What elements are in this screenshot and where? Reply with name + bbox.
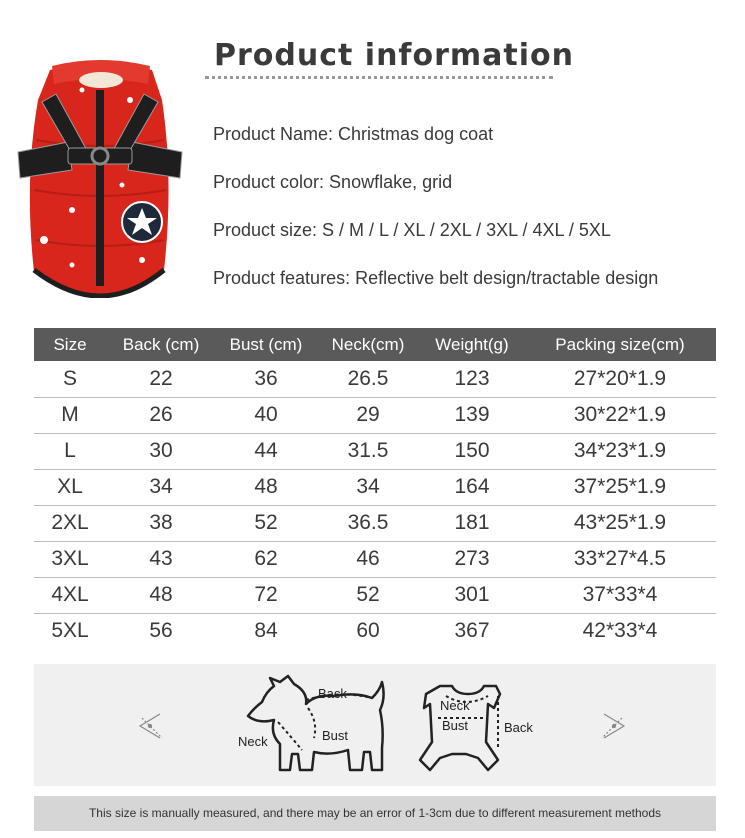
cell-bust: 52 — [216, 505, 316, 541]
dog-back-label: Back — [318, 686, 347, 701]
coat-back-label: Back — [504, 720, 533, 735]
cell-bust: 36 — [216, 361, 316, 397]
dog-bust-label: Bust — [322, 728, 349, 743]
cell-neck: 34 — [316, 469, 420, 505]
cell-size: S — [34, 361, 106, 397]
coat-neck-label: Neck — [440, 698, 470, 713]
table-row — [34, 577, 716, 613]
cell-bust: 84 — [254, 619, 278, 643]
cell-neck: 36.5 — [316, 505, 420, 541]
table-header-row — [34, 328, 716, 361]
measurement-diagram-svg — [34, 664, 716, 786]
cell-back: 30 — [106, 433, 216, 469]
arrow-right-icon — [602, 714, 624, 738]
cell-weight: 181 — [420, 505, 524, 541]
header-packing: Packing size(cm) — [524, 328, 716, 361]
cell-neck: 60 — [356, 619, 380, 643]
cell-weight: 367 — [454, 619, 490, 643]
cell-weight: 301 — [420, 577, 524, 613]
measurement-disclaimer: This size is manually measured, and there may be an error of 1-3cm due to different measurement methods — [34, 796, 716, 831]
cell-size: M — [34, 397, 106, 433]
cell-bust: 72 — [216, 577, 316, 613]
dog-neck-label: Neck — [238, 734, 268, 749]
product-name: Product Name: Christmas dog coat — [213, 124, 494, 144]
dog-neck-measure — [278, 722, 302, 750]
title-divider — [205, 76, 553, 79]
product-size: Product size: S / M / L / XL / 2XL / 3XL / 4XL / 5XL — [213, 220, 611, 240]
cell-weight: 150 — [420, 433, 524, 469]
table-row — [34, 469, 716, 505]
cell-neck: 26.5 — [316, 361, 420, 397]
cell-neck: 46 — [316, 541, 420, 577]
cell-back: 22 — [106, 361, 216, 397]
zipper — [96, 90, 104, 286]
header-weight: Weight(g) — [420, 328, 524, 361]
cell-size: XL — [34, 469, 106, 505]
cell-packing: 34*23*1.9 — [524, 433, 716, 469]
header-back: Back (cm) — [106, 328, 216, 361]
product-image — [12, 60, 188, 298]
cell-bust: 62 — [216, 541, 316, 577]
cell-neck: 52 — [316, 577, 420, 613]
dog-outline-icon — [248, 676, 384, 770]
cell-packing: 27*20*1.9 — [524, 361, 716, 397]
cell-neck: 31.5 — [316, 433, 420, 469]
cell-size: 2XL — [34, 505, 106, 541]
header-bust: Bust (cm) — [216, 328, 316, 361]
cell-packing: 33*27*4.5 — [524, 541, 716, 577]
cell-back: 38 — [106, 505, 216, 541]
cell-weight: 123 — [420, 361, 524, 397]
table-row — [34, 361, 716, 397]
measurement-diagram — [34, 664, 716, 786]
cell-size: 5XL — [51, 619, 89, 643]
cell-back: 26 — [106, 397, 216, 433]
cell-size: L — [34, 433, 106, 469]
table-row — [34, 397, 716, 433]
cell-packing: 37*33*4 — [524, 577, 716, 613]
cell-packing: 42*33*4 — [582, 619, 658, 643]
size-table — [34, 328, 716, 649]
product-color: Product color: Snowflake, grid — [213, 172, 453, 192]
cell-packing: 37*25*1.9 — [524, 469, 716, 505]
cell-back: 56 — [149, 619, 173, 643]
cell-bust: 44 — [216, 433, 316, 469]
cell-packing: 30*22*1.9 — [524, 397, 716, 433]
coat-bust-label: Bust — [442, 718, 469, 733]
cell-size: 4XL — [34, 577, 106, 613]
cell-bust: 40 — [216, 397, 316, 433]
table-row — [34, 433, 716, 469]
cell-neck: 29 — [316, 397, 420, 433]
arrow-left-icon — [140, 714, 162, 738]
header-neck: Neck(cm) — [316, 328, 420, 361]
product-features: Product features: Reflective belt design/tractable design — [213, 268, 659, 288]
page-title: Product information — [214, 38, 574, 73]
dog-bust-measure — [308, 708, 315, 738]
cell-size: 3XL — [34, 541, 106, 577]
cell-weight: 139 — [420, 397, 524, 433]
table-row — [34, 505, 716, 541]
cell-weight: 273 — [420, 541, 524, 577]
cell-back: 43 — [106, 541, 216, 577]
cell-weight: 164 — [420, 469, 524, 505]
cell-back: 48 — [106, 577, 216, 613]
cell-packing: 43*25*1.9 — [524, 505, 716, 541]
header-size: Size — [34, 328, 106, 361]
table-row — [34, 541, 716, 577]
cell-bust: 48 — [216, 469, 316, 505]
cell-back: 34 — [106, 469, 216, 505]
table-row — [34, 613, 716, 649]
